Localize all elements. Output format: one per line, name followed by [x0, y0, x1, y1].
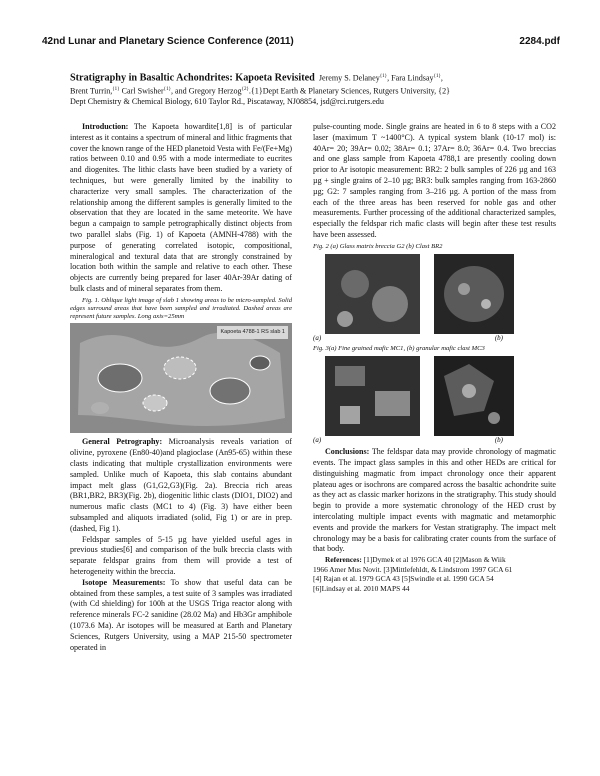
petrography-paragraph [70, 437, 292, 534]
author-lindsay: , Fara Lindsay [387, 73, 434, 83]
fig3-caption: Fig. 3(a) Fine grained mafic MC1, (b) granular mafic clast MC3 [313, 344, 485, 352]
author-turrin: Brent Turrin, [70, 86, 113, 96]
right-column [313, 122, 556, 594]
methods-continuation: pulse-counting mode. Single grains are heated in 6 to 8 steps with a CO2 laser (maximum T ~1400°C). A typical system blank (10-17 mol) is: 40Ar= 20; 39Ar= 0.02; 38Ar= 0.1; 37Ar= 8.0; 36Ar= 0.4. Two breccias and one glass sample from Kapoeta 4788,1 are presently cooling down prior to Ar isotopic measurement: BR2: 2 bulk samples of 226 µg and 163 µg + single grains of 2–10 µg; BR3: bulk samples ranging from 163-2860 µg; G2: 7 samples ranging from 3–216 µg. A portion of the mass from each of the three areas has been reserved for noble gas and other measurements. Further processing of the additional characterized samples, especially the feldspar rich mafic clasts will begin after these test results have been assessed. [313, 122, 556, 239]
affiliation-2: Dept Chemistry & Chemical Biology, 610 Taylor Rd., Piscataway, NJ08854, jsd@rci.rutgers.edu [70, 97, 384, 107]
feldspar-paragraph: Feldspar samples of 5-15 µg have yielded useful ages in previous studies[6] and comparison of the bulk breccia clasts with separate feldspar grains from them will provide a test of heterogeneity within the breccia. [70, 534, 292, 576]
figure-2-row [325, 254, 556, 334]
figure-1-image [70, 323, 292, 433]
figure-3-row [325, 356, 556, 436]
fig3-label-b: (b) [494, 436, 503, 445]
author-swisher: Carl Swisher [121, 86, 164, 96]
fig2-caption: Fig. 2 (a) Glass matrix breccia G2 (b) Clast BR2 [313, 242, 443, 250]
intro-heading: Introduction: [82, 122, 129, 131]
title-block: Stratigraphy in Basaltic Achondrites: Kapoeta Revisited Jeremy S. Delaney$^{\{1\}}$, Fara Lindsay$^{\{1\}}$, Brent Turrin,$^{\{1\}}$ Carl Swisher$^{\{1\}}$, and Gregory Herzog$^{\{2\}}$.{1}Dept Earth & Planetary Sciences, Rutgers University, {2} Dept Chemistry & Chemical Biology, 610 Taylor Rd., Piscataway, NJ08854, jsd@rci.rutgers.edu [70, 71, 560, 107]
slab-label: Kapoeta 4788-1 RS slab 1 [217, 326, 288, 339]
paper-title: Stratigraphy in Basaltic Achondrites: Kapoeta Revisited [70, 72, 315, 84]
figure-3a-image [325, 356, 420, 436]
reference-4: [6]Lindsay et al. 2010 MAPS 44 [313, 583, 410, 593]
figure-2-labels [313, 334, 503, 343]
author-delaney: Jeremy S. Delaney [318, 73, 380, 83]
fig1-caption: Fig. 1. Oblique light image of slab 1 showing areas to be micro-sampled. Solid edges surround areas that have been sampled and irradiated. Dashed areas are represent future samples. Long axis=25mm [70, 296, 292, 321]
author-herzog: , and Gregory Herzog [170, 86, 242, 96]
abstract-id: 2284.pdf [519, 36, 560, 47]
fig2-label-b: (b) [494, 333, 503, 342]
reference-1: [1]Dymek et al 1976 GCA 40 [2]Mason & Wiik [361, 555, 506, 565]
isotope-heading: Isotope Measurements: [82, 577, 166, 587]
references-heading: References: [325, 555, 362, 565]
slab-illustration [70, 323, 292, 433]
fig3-label-a: (a) [313, 436, 322, 445]
intro-paragraph [70, 122, 292, 295]
intro-text: The Kapoeta howardite[1,8] is of particular interest as it contains a spectrum of mineral and lithic fragments that cover the known range of the HED planetoid Vesta with Fe/(Fe+Mg) ratios between 0.10 and 0.95 with a mode intermediate to eucrites and diogenites. The lithic clasts have been studied by a variety of techniques, but were generally limited by the inability to characterize very small samples. The characterization of the relationship among the different samples is generally limited to the observation that they are located in the same meteorite. We have begun a campaign to sample petrographically distinct objects from two parallel slabs (Fig. 1) of Kapoeta (AMNH-4788) with the purpose of generating correlated isotopic, compositional, mineralogical and textural data that are strongly constrained by location both within the sample and relative to each other. These objects are currently being prepared for laser 40Ar-39Ar dating of bulk clasts and of mineral separates from them. [70, 122, 292, 293]
figure-2a-image [325, 254, 420, 334]
left-column [70, 122, 292, 653]
petrography-text: Microanalysis reveals variation of olivine, pyroxene (En80-40)and plagioclase (An95-65) within these clasts indicating that multiple crystallization environments were sampled. Unlike much of Kapoeta, this slab contains abundant impact melt glass (G1,G2,G3)(Fig. 2a). Breccia rich areas (BR1,BR2, BR3)(Fig. 2b), diogenitic lithic clasts (DIO1, DIO2) and numerous mafic clasts (MC1 to 4) (Fig. 3) have either been subsampled and aliquots irradiated (solid, Fig 1) or are in prep.(dashed, Fig 1). [70, 437, 292, 533]
conclusions-heading: Conclusions: [325, 447, 370, 457]
references-line-1 [313, 555, 556, 565]
figure-3-labels [313, 436, 503, 445]
figure-2b-image [434, 254, 514, 334]
reference-2: 1966 Amer Mus Novit. [3]Mittlefehldt, & Lindstrom 1997 GCA 61 [313, 564, 513, 574]
fig2-label-a: (a) [313, 333, 322, 342]
petrography-heading: General Petrography: [82, 437, 163, 447]
conclusions-paragraph [313, 447, 556, 555]
conclusions-text: The feldspar data may provide chronology of magmatic events. The impact glass samples in this and other HEDs are critical for distinguishing magmatic from impact chronology once their apparent plateau ages or isochrons are compared across the basaltic achondrite suite as they act as classic marker horizons in the stratigraphy. This study should begin to provide a more systematic chronology of the HED crust by intercolating multiple impact events with magmatic and metamorphic events and provide the markers for Vestan stratigraphy. The impact melt chronology may be a basis for calibrating crater counts from the surface of that body. [313, 447, 556, 554]
conference-header: 42nd Lunar and Planetary Science Conference (2011) [42, 36, 294, 47]
isotope-text: To show that useful data can be obtained from these samples, a test suite of 3 samples was irradiated (with Cd shielding) for 100h at the USGS Triga reactor along with reference minerals FC-2 sanidine (28.02 Ma) and Hb3Gr amphibole (1073.6 Ma). Ar isotopes will be measured at Earth and Planetary Sciences, Rutgers University, using a MAP 215-50 spectrometer operated in [70, 577, 292, 652]
reference-3: [4] Rajan et al. 1979 GCA 43 [5]Swindle et al. 1990 GCA 54 [313, 574, 494, 584]
isotope-paragraph [70, 578, 292, 654]
affiliation-1: .{1}Dept Earth & Planetary Sciences, Rutgers University, {2} [248, 86, 451, 96]
figure-3b-image [434, 356, 514, 436]
